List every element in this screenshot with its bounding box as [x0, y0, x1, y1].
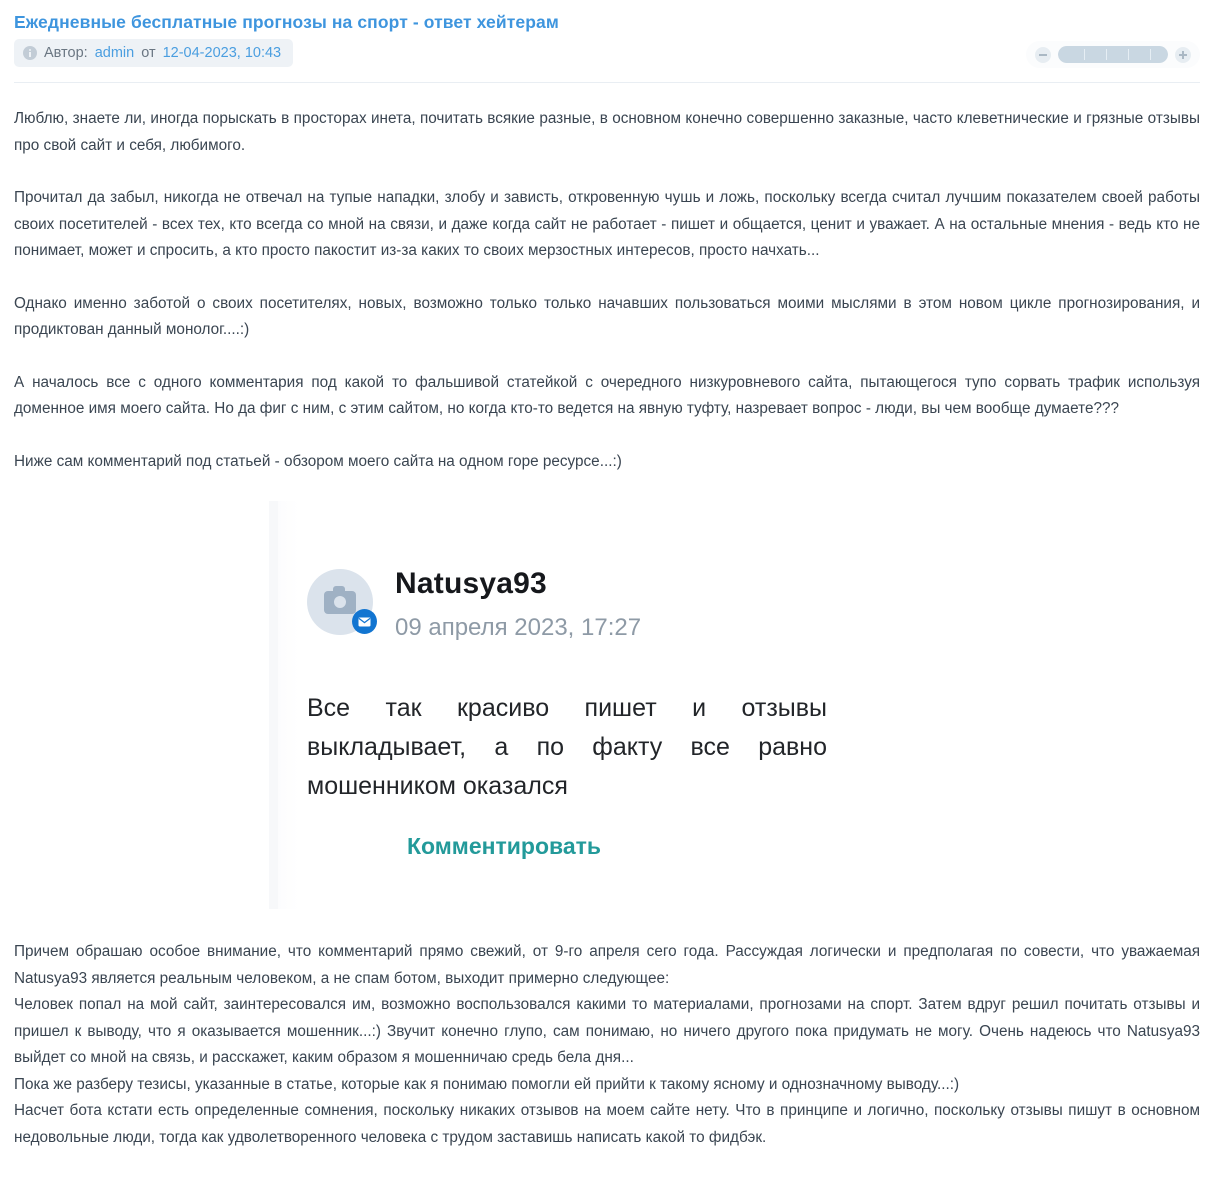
font-size-slider[interactable]: [1058, 46, 1168, 63]
comment-action-link[interactable]: Комментировать: [407, 833, 602, 859]
article-paragraph: Ниже сам комментарий под статьей - обзором моего сайта на одном горе ресурсе...:): [14, 452, 622, 470]
byline-date-link[interactable]: 12-04-2023, 10:43: [162, 45, 282, 61]
comment-header: [307, 563, 945, 645]
meta-row: [14, 39, 1200, 75]
article-paragraph: Однако именно заботой о своих посетителях, новых, возможно только только начавших пользоваться моими мыслями в этом новом цикле прогнозирования, и продиктован данный монолог....:): [14, 294, 1200, 338]
embedded-comment-screenshot: [14, 501, 1200, 909]
info-icon: [23, 46, 37, 60]
page-title: Ежедневные бесплатные прогнозы на спорт - ответ хейтерам: [14, 12, 559, 32]
byline-label: Автор:: [44, 45, 88, 61]
font-size-tick: [1084, 49, 1085, 60]
comment-text: Все так красиво пишет и отзывы выкладывает, а по факту все равно мошенником оказался: [307, 694, 827, 800]
closing-paragraph: Насчет бота кстати есть определенные сомнения, поскольку никаких отзывов на моем сайте нету. Что в принципе и логично, поскольку отзывы пишут в основном недовольные люди, тогда как удволетворенного человека с трудом заставишь написать какой то фидбэк.: [14, 1102, 1200, 1146]
article-paragraph: Прочитал да забыл, никогда не отвечал на тупые нападки, злобу и зависть, откровенную чушь и ложь, поскольку всегда считал лучшим показателем своей работы своих посетителей - всех тех, кто всегда со мной на связи, и даже когда сайт не работает - пишет и общается, ценит и уважает. А на остальные мнения - ведь кто не понимает, может и спросить, а кто просто пакостит из-за каких то своих мерзостных интересов, просто начхать...: [14, 189, 1200, 259]
camera-icon: [324, 591, 356, 614]
font-size-widget[interactable]: [1026, 41, 1200, 68]
article-paragraph: А началось все с одного комментария под какой то фальшивой статейкой с очередного низкуровневого сайта, пытающегося тупо сорвать трафик используя доменное имя моего сайта. Но да фиг с ним, с этим сайтом, но когда кто-то ведется на явную туфту, назревает вопрос - люди, вы чем вообще думаете???: [14, 373, 1200, 417]
comment-date: 09 апреля 2023, 17:27: [395, 614, 642, 641]
font-size-decrease-button[interactable]: [1035, 47, 1051, 63]
byline-badge: [14, 39, 293, 67]
font-size-tick: [1106, 49, 1107, 60]
article-paragraph: Люблю, знаете ли, иногда порыскать в просторах инета, почитать всякие разные, в основном конечно совершенно заказные, часто клеветнические и грязные отзывы про свой сайт и себя, любимого.: [14, 110, 1200, 154]
closing-paragraph: Причем обрашаю особое внимание, что комментарий прямо свежий, от 9-го апреля сего года. Рассуждая логически и предполагая по совести, что уважаемая Natusya93 является реальным человеком, а не спам ботом, выходит примерно следующее:: [14, 943, 1200, 987]
comment-username: Natusya93: [395, 567, 547, 600]
font-size-tick: [1128, 49, 1129, 60]
byline-author-link[interactable]: admin: [94, 45, 135, 61]
article-body: [14, 83, 1200, 1151]
avatar: [307, 569, 373, 635]
font-size-increase-button[interactable]: [1175, 47, 1191, 63]
byline-separator: от: [141, 45, 156, 61]
font-size-tick: [1150, 49, 1151, 60]
comment-card: [269, 501, 945, 909]
font-size-slider-fill: [1058, 46, 1168, 63]
comment-author-block: [395, 563, 641, 645]
closing-paragraph: Пока же разберу тезисы, указанные в статье, которые как я понимаю помогли ей прийти к такому ясному и однозначному выводу...:): [14, 1075, 960, 1093]
closing-paragraph: Человек попал на мой сайт, заинтересовался им, возможно воспользовался какими то материалами, прогнозами на спорт. Затем вдруг решил почитать отзывы и пришел к выводу, что я оказывается мошенник...:) Звучит конечно глупо, сам понимаю, но ничего другого пока придумать не могу. Очень надеюсь что Natusya93 выйдет со мной на связь, и расскажет, каким образом я мошенничаю средь бела дня...: [14, 996, 1200, 1066]
envelope-badge-icon: [352, 609, 377, 634]
